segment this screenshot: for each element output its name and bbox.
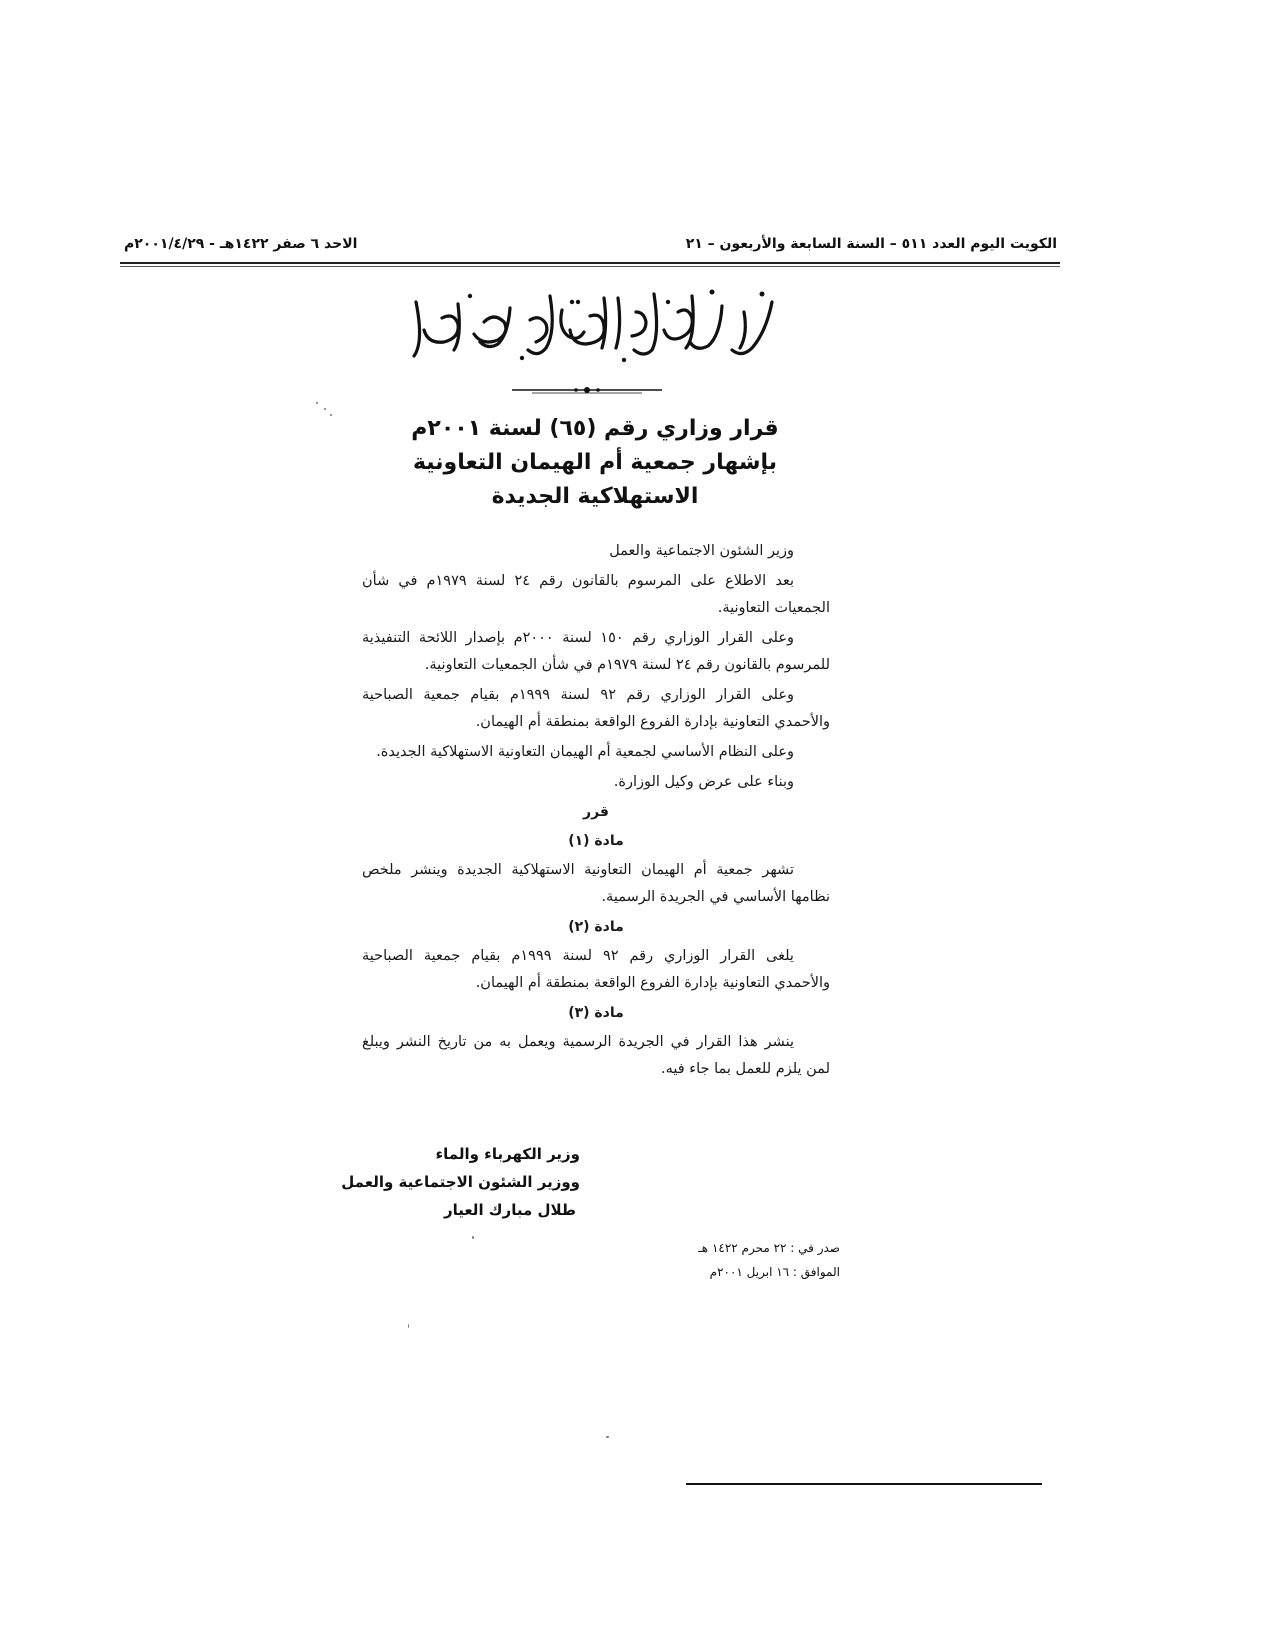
issue-date-gregorian: الموافق : ١٦ ابريل ٢٠٠١م [709,1265,840,1279]
article-3-title: مادة (٣) [568,1005,624,1021]
gazette-issue-info: الكويت اليوم العدد ٥١١ – السنة السابعة والأربعون – ٢١ [685,236,1057,252]
decree-title [330,412,860,514]
header-divider [120,262,1060,264]
signature-block [341,1140,580,1224]
article-2-title: مادة (٢) [568,919,624,935]
scan-speck [330,414,332,416]
preamble-paragraph-2: وعلى القرار الوزاري رقم ١٥٠ لسنة ٢٠٠٠م بإصدار اللائحة التنفيذية للمرسوم بالقانون رقم ٢٤ لسنة ١٩٧٩م في شأن الجمعيات التعاونية. [362,630,830,673]
decree-opening: وزير الشئون الاجتماعية والعمل [609,543,794,559]
article-2-text: يلغى القرار الوزاري رقم ٩٢ لسنة ١٩٩٩م بقيام جمعية الصباحية والأحمدي التعاونية بإدارة الفروع الواقعة بمنطقة أم الهيمان. [362,948,830,991]
scan-speck [606,1436,609,1438]
scan-speck [316,402,318,404]
article-3-text: ينشر هذا القرار في الجريدة الرسمية ويعمل به من تاريخ النشر ويبلغ لمن يلزم للعمل بما جاء فيه. [362,1034,830,1077]
preamble-paragraph-4: وعلى النظام الأساسي لجمعية أم الهيمان التعاونية الاستهلاكية الجديدة. [376,744,794,760]
preamble-paragraph-3: وعلى القرار الوزاري رقم ٩٢ لسنة ١٩٩٩م بقيام جمعية الصباحية والأحمدي التعاونية بإدارة الفروع الواقعة بمنطقة أم الهيمان. [362,687,830,730]
ministry-logo [392,282,792,372]
footer-divider [686,1483,1042,1485]
header-divider-thin [120,266,1060,267]
article-1-text: تشهر جمعية أم الهيمان التعاونية الاستهلاكية الجديدة وينشر ملخص نظامها الأساسي في الجريدة الرسمية. [362,862,830,905]
scan-speck [324,408,326,410]
scan-speck [472,1236,474,1239]
signatory-name: طلال مبارك العيار [443,1201,576,1219]
gazette-date: الاحد ٦ صفر ١٤٢٢هـ - ٢٠٠١/٤/٢٩م [124,236,358,252]
decree-body [362,538,830,1086]
scan-speck [408,1324,409,1328]
issue-date-block [640,1236,840,1284]
issue-date-hijri: صدر في : ٢٢ محرم ١٤٢٢ هـ [698,1241,840,1255]
signatory-title-1: وزير الكهرباء والماء [435,1145,580,1163]
title-ornament [512,384,662,396]
decree-title-line-1: قرار وزاري رقم (٦٥) لسنة ٢٠٠١م [411,416,779,441]
signatory-title-2: ووزير الشئون الاجتماعية والعمل [341,1173,580,1191]
article-1-title: مادة (١) [568,833,624,849]
preamble-paragraph-1: بعد الاطلاع على المرسوم بالقانون رقم ٢٤ لسنة ١٩٧٩م في شأن الجمعيات التعاونية. [362,573,830,616]
decree-title-line-3: الاستهلاكية الجديدة [491,484,699,509]
preamble-paragraph-5: وبناء على عرض وكيل الوزارة. [613,774,794,790]
decided-heading: قرر [583,804,609,820]
decree-title-line-2: بإشهار جمعية أم الهيمان التعاونية [412,450,778,475]
